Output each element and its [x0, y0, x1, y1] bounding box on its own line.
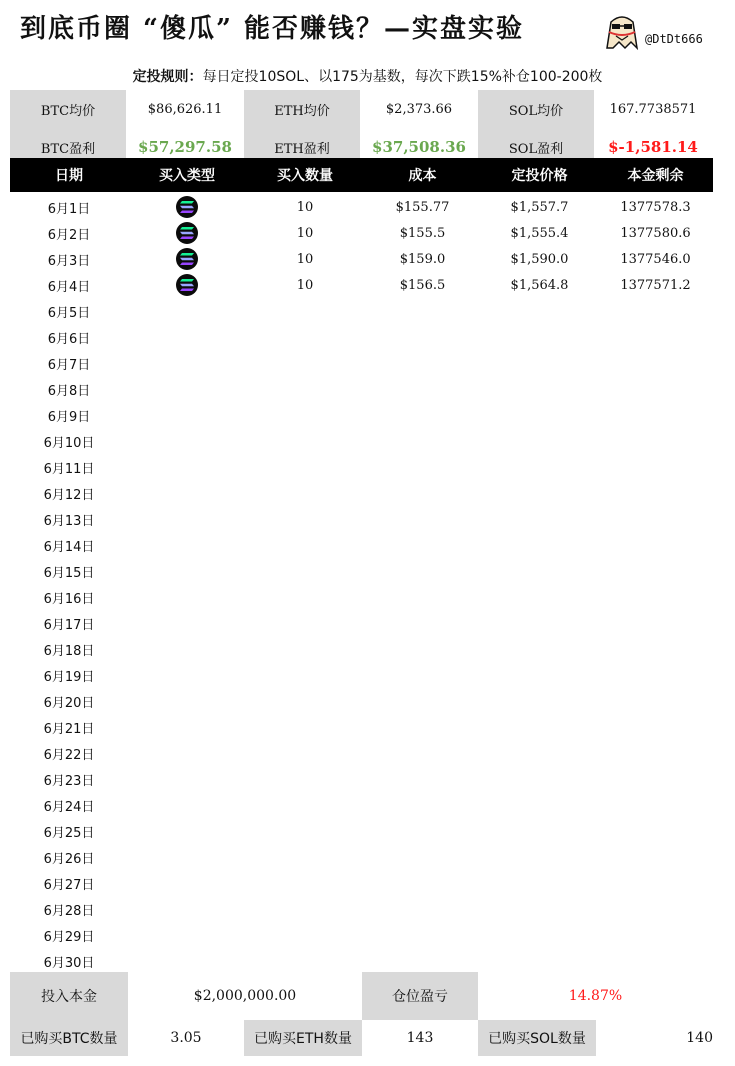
row-date: 6月20日: [43, 695, 95, 711]
row-qty: [246, 298, 364, 324]
row-price: [481, 454, 598, 480]
row-cost: $155.77: [395, 199, 450, 215]
row-remain: [598, 688, 713, 714]
row-price: [481, 532, 598, 558]
eth-avg-label: ETH均价: [244, 90, 360, 128]
table-row: [10, 610, 713, 636]
header-date: 日期: [55, 168, 83, 184]
row-qty: [246, 766, 364, 792]
row-cost: [364, 766, 481, 792]
row-qty: [246, 922, 364, 948]
eth-qty-label: 已购买ETH数量: [244, 1020, 362, 1056]
row-date: 6月23日: [43, 773, 95, 789]
avatar-icon: [603, 12, 641, 50]
row-type: [128, 532, 246, 558]
author-handle: @DtDt666: [645, 32, 703, 46]
row-remain: [598, 532, 713, 558]
row-qty: [246, 792, 364, 818]
table-row: [10, 792, 713, 818]
row-cost: [364, 324, 481, 350]
row-price: [481, 896, 598, 922]
row-date: 6月22日: [43, 747, 95, 763]
row-price: [481, 740, 598, 766]
row-qty: 10: [296, 199, 314, 215]
pnl-value: 14.87%: [568, 988, 623, 1004]
row-cost: [364, 532, 481, 558]
table-row: [10, 922, 713, 948]
btc-profit-value: $57,297.58: [138, 138, 232, 156]
row-date: 6月8日: [47, 383, 91, 399]
row-type: [128, 792, 246, 818]
row-date: 6月21日: [43, 721, 95, 737]
row-date: 6月5日: [47, 305, 91, 321]
row-type: [128, 298, 246, 324]
table-row: [10, 376, 713, 402]
row-qty: [246, 948, 364, 974]
row-type: [128, 558, 246, 584]
row-type: [128, 870, 246, 896]
table-body: [10, 194, 713, 974]
row-type: [128, 220, 246, 246]
row-remain: [598, 506, 713, 532]
row-remain: [598, 428, 713, 454]
row-price: [481, 480, 598, 506]
row-cost: [364, 480, 481, 506]
row-price: [481, 584, 598, 610]
eth-avg-value: $2,373.66: [385, 101, 453, 117]
table-header: [10, 158, 713, 192]
row-cost: [364, 740, 481, 766]
table-row: [10, 870, 713, 896]
row-date: 6月10日: [43, 435, 95, 451]
row-type: [128, 324, 246, 350]
row-date: 6月13日: [43, 513, 95, 529]
row-qty: [246, 324, 364, 350]
row-type: [128, 844, 246, 870]
row-qty: [246, 506, 364, 532]
row-remain: [598, 480, 713, 506]
principal-label: 投入本金: [10, 972, 128, 1020]
row-type: [128, 766, 246, 792]
sol-profit-value: $-1,581.14: [608, 138, 698, 156]
solana-icon: [176, 274, 198, 296]
table-row: [10, 844, 713, 870]
sol-avg-label: SOL均价: [478, 90, 594, 128]
row-price: $1,557.7: [510, 199, 569, 215]
row-qty: [246, 844, 364, 870]
table-row: [10, 350, 713, 376]
row-qty: [246, 870, 364, 896]
summary-row-avg: [10, 90, 712, 128]
table-row: [10, 298, 713, 324]
row-qty: [246, 454, 364, 480]
header-price: 定投价格: [511, 168, 568, 184]
row-cost: [364, 844, 481, 870]
row-price: [481, 792, 598, 818]
row-date: 6月12日: [43, 487, 95, 503]
row-remain: [598, 948, 713, 974]
row-qty: 10: [296, 251, 314, 267]
row-qty: [246, 662, 364, 688]
row-cost: [364, 350, 481, 376]
rules-label: 定投规则：: [132, 69, 203, 85]
sol-qty-value: 140: [686, 1030, 713, 1046]
row-date: 6月3日: [47, 253, 91, 269]
row-remain: [598, 636, 713, 662]
row-type: [128, 480, 246, 506]
table-row: [10, 506, 713, 532]
row-type: [128, 922, 246, 948]
pnl-label: 仓位盈亏: [362, 972, 478, 1020]
table-row: [10, 194, 713, 220]
row-price: [481, 662, 598, 688]
row-date: 6月19日: [43, 669, 95, 685]
row-type: [128, 402, 246, 428]
row-remain: [598, 584, 713, 610]
row-date: 6月7日: [47, 357, 91, 373]
row-cost: $156.5: [399, 277, 446, 293]
row-price: [481, 402, 598, 428]
row-remain: 1377546.0: [620, 251, 691, 267]
row-price: [481, 558, 598, 584]
row-qty: [246, 428, 364, 454]
table-row: [10, 662, 713, 688]
row-date: 6月27日: [43, 877, 95, 893]
row-type: [128, 662, 246, 688]
row-cost: [364, 714, 481, 740]
header-remain: 本金剩余: [627, 168, 684, 184]
row-type: [128, 428, 246, 454]
row-date: 6月26日: [43, 851, 95, 867]
row-qty: 10: [296, 277, 314, 293]
eth-profit-label: ETH盈利: [244, 128, 360, 166]
row-cost: [364, 428, 481, 454]
sol-qty-label: 已购买SOL数量: [478, 1020, 596, 1056]
row-qty: 10: [296, 225, 314, 241]
row-remain: [598, 714, 713, 740]
row-cost: [364, 376, 481, 402]
btc-avg-value: $86,626.11: [147, 101, 223, 117]
row-date: 6月16日: [43, 591, 95, 607]
rules-line: [0, 66, 735, 86]
row-price: [481, 870, 598, 896]
row-date: 6月28日: [43, 903, 95, 919]
row-cost: [364, 506, 481, 532]
row-price: [481, 324, 598, 350]
row-remain: [598, 792, 713, 818]
row-type: [128, 584, 246, 610]
row-cost: [364, 558, 481, 584]
btc-avg-label: BTC均价: [10, 90, 126, 128]
table-row: [10, 740, 713, 766]
row-qty: [246, 480, 364, 506]
row-type: [128, 506, 246, 532]
row-cost: [364, 948, 481, 974]
row-cost: [364, 298, 481, 324]
row-price: $1,564.8: [510, 277, 569, 293]
table-row: [10, 714, 713, 740]
row-type: [128, 454, 246, 480]
row-qty: [246, 610, 364, 636]
table-row: [10, 428, 713, 454]
solana-icon: [176, 248, 198, 270]
table-row: [10, 272, 713, 298]
row-cost: [364, 870, 481, 896]
row-type: [128, 636, 246, 662]
row-qty: [246, 350, 364, 376]
row-cost: $159.0: [399, 251, 446, 267]
row-price: [481, 610, 598, 636]
row-type: [128, 194, 246, 220]
row-price: $1,590.0: [510, 251, 569, 267]
row-price: [481, 376, 598, 402]
row-remain: [598, 402, 713, 428]
row-cost: [364, 662, 481, 688]
row-date: 6月9日: [47, 409, 91, 425]
row-qty: [246, 376, 364, 402]
row-cost: [364, 688, 481, 714]
sol-profit-label: SOL盈利: [478, 128, 594, 166]
row-type: [128, 610, 246, 636]
table-row: [10, 688, 713, 714]
row-remain: [598, 454, 713, 480]
footer-row-principal: [10, 972, 713, 1020]
row-remain: [598, 350, 713, 376]
row-remain: [598, 844, 713, 870]
row-cost: [364, 610, 481, 636]
row-date: 6月17日: [43, 617, 95, 633]
table-row: [10, 454, 713, 480]
row-type: [128, 896, 246, 922]
row-date: 6月29日: [43, 929, 95, 945]
row-cost: [364, 584, 481, 610]
btc-qty-label: 已购买BTC数量: [10, 1020, 128, 1056]
table-row: [10, 480, 713, 506]
table-row: [10, 818, 713, 844]
row-remain: [598, 870, 713, 896]
table-row: [10, 766, 713, 792]
row-price: [481, 922, 598, 948]
row-remain: [598, 324, 713, 350]
row-date: 6月30日: [43, 955, 95, 971]
row-qty: [246, 636, 364, 662]
table-row: [10, 402, 713, 428]
row-price: $1,555.4: [510, 225, 569, 241]
footer-summary: [10, 972, 713, 1056]
page-title: 到底币圈 “傻瓜” 能否赚钱？—实盘实验: [20, 14, 525, 44]
row-qty: [246, 402, 364, 428]
row-qty: [246, 818, 364, 844]
row-remain: [598, 818, 713, 844]
row-qty: [246, 896, 364, 922]
row-type: [128, 714, 246, 740]
table-row: [10, 246, 713, 272]
row-remain: 1377578.3: [620, 199, 691, 215]
solana-icon: [176, 196, 198, 218]
header-type: 买入类型: [159, 168, 215, 184]
row-type: [128, 740, 246, 766]
row-qty: [246, 688, 364, 714]
sol-avg-value: 167.7738571: [609, 101, 697, 117]
row-type: [128, 350, 246, 376]
header-cost: 成本: [408, 168, 437, 184]
eth-profit-value: $37,508.36: [372, 138, 466, 156]
row-remain: [598, 766, 713, 792]
eth-qty-value: 143: [406, 1030, 434, 1046]
row-remain: [598, 922, 713, 948]
row-cost: [364, 636, 481, 662]
row-price: [481, 636, 598, 662]
row-cost: [364, 792, 481, 818]
row-price: [481, 688, 598, 714]
principal-value: $2,000,000.00: [193, 988, 297, 1004]
row-price: [481, 714, 598, 740]
row-qty: [246, 714, 364, 740]
row-date: 6月18日: [43, 643, 95, 659]
row-qty: [246, 532, 364, 558]
row-date: 6月24日: [43, 799, 95, 815]
table-row: [10, 558, 713, 584]
row-remain: [598, 558, 713, 584]
row-date: 6月4日: [47, 279, 91, 295]
row-type: [128, 272, 246, 298]
row-remain: 1377580.6: [620, 225, 691, 241]
row-qty: [246, 584, 364, 610]
row-remain: [598, 610, 713, 636]
row-date: 6月2日: [47, 227, 91, 243]
table-row: [10, 220, 713, 246]
row-price: [481, 428, 598, 454]
btc-qty-value: 3.05: [170, 1030, 202, 1046]
table-row: [10, 584, 713, 610]
row-price: [481, 298, 598, 324]
table-row: [10, 896, 713, 922]
row-remain: [598, 896, 713, 922]
table-row: [10, 636, 713, 662]
table-row: [10, 948, 713, 974]
row-cost: [364, 922, 481, 948]
row-cost: [364, 402, 481, 428]
row-cost: [364, 818, 481, 844]
header-qty: 买入数量: [277, 168, 333, 184]
row-date: 6月11日: [43, 461, 95, 477]
row-date: 6月1日: [47, 201, 91, 217]
row-price: [481, 948, 598, 974]
row-cost: [364, 454, 481, 480]
row-cost: [364, 896, 481, 922]
row-qty: [246, 740, 364, 766]
summary-grid: [10, 90, 712, 166]
row-type: [128, 376, 246, 402]
row-price: [481, 818, 598, 844]
row-type: [128, 246, 246, 272]
row-remain: [598, 740, 713, 766]
row-remain: [598, 298, 713, 324]
row-type: [128, 818, 246, 844]
row-price: [481, 844, 598, 870]
row-price: [481, 766, 598, 792]
row-type: [128, 688, 246, 714]
footer-row-holdings: [10, 1020, 713, 1056]
row-date: 6月15日: [43, 565, 95, 581]
btc-profit-label: BTC盈利: [10, 128, 126, 166]
row-remain: 1377571.2: [620, 277, 691, 293]
row-cost: $155.5: [399, 225, 446, 241]
row-date: 6月25日: [43, 825, 95, 841]
row-date: 6月6日: [47, 331, 91, 347]
row-remain: [598, 662, 713, 688]
table-row: [10, 324, 713, 350]
row-qty: [246, 558, 364, 584]
row-price: [481, 506, 598, 532]
rules-text: 每日定投10SOL、以175为基数，每次下跌15%补仓100-200枚: [202, 69, 603, 85]
table-row: [10, 532, 713, 558]
row-remain: [598, 376, 713, 402]
row-price: [481, 350, 598, 376]
row-date: 6月14日: [43, 539, 95, 555]
solana-icon: [176, 222, 198, 244]
row-type: [128, 948, 246, 974]
